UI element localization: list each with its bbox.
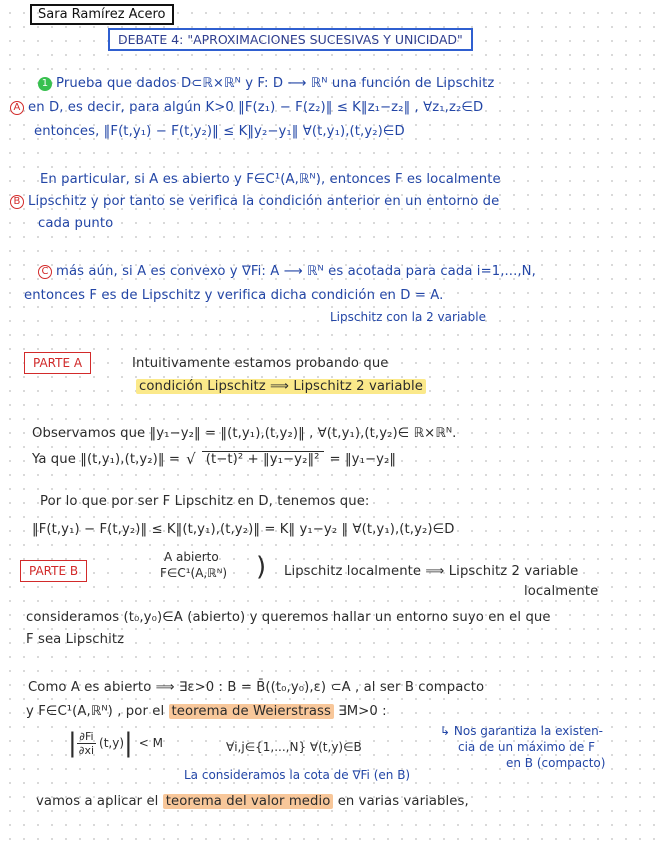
mvt-highlight: teorema del valor medio bbox=[163, 794, 334, 809]
statement-a-text-1: Prueba que dados D⊂ℝ×ℝᴺ y F: D ⟶ ℝᴺ una función de Lipschitz bbox=[56, 76, 495, 91]
parte-a-obs-4: ‖F(t,y₁) − F(t,y₂)‖ ≤ K‖(t,y₁),(t,y₂)‖ = K‖ y₁−y₂ ‖ ∀(t,y₁),(t,y₂)∈D bbox=[32, 522, 455, 537]
statement-c-text-1: más aún, si A es convexo y ∇Fi: A ⟶ ℝᴺ es acotada para cada i=1,...,N, bbox=[56, 264, 536, 279]
note-line-3: en B (compacto) bbox=[506, 756, 606, 770]
derivative-bound bbox=[68, 726, 163, 760]
parte-a-intro: Intuitivamente estamos probando que bbox=[132, 356, 389, 371]
statement-a-line-2 bbox=[10, 100, 483, 115]
statement-c-line-1 bbox=[38, 264, 536, 279]
parte-a-obs-2-pre: Ya que ‖(t,y₁),(t,y₂)‖ = bbox=[32, 451, 181, 467]
note-line-2: cia de un máximo de F bbox=[458, 740, 595, 754]
author-name: Sara Ramírez Acero bbox=[30, 4, 174, 25]
statement-a-line-3: entonces, ‖F(t,y₁) − F(t,y₂)‖ ≤ K‖y₂−y₁‖ ∀(t,y₁),(t,y₂)∈D bbox=[34, 124, 405, 139]
parte-b-p5-pre: vamos a aplicar el bbox=[36, 794, 159, 809]
statement-b-line-3: cada punto bbox=[38, 216, 114, 231]
parte-b-p1: consideramos (t₀,y₀)∈A (abierto) y queremos hallar un entorno suyo en el que bbox=[26, 610, 551, 625]
abs-bar-right: | bbox=[124, 728, 133, 758]
sqrt-sign: √ bbox=[186, 450, 196, 468]
statement-c-note: Lipschitz con la 2 variable bbox=[330, 310, 486, 324]
parte-b-p3: Como A es abierto ⟹ ∃ε>0 : B = B̄((t₀,y₀),ε) ⊂A , al ser B compacto bbox=[28, 680, 485, 695]
deriv-denominator: ∂xi bbox=[78, 743, 95, 757]
parte-b-p4-pre: y F∈C¹(A,ℝᴺ) , por el bbox=[26, 704, 165, 719]
parte-b-label: PARTE B bbox=[20, 560, 87, 582]
deriv-numerator: ∂Fi bbox=[77, 730, 96, 744]
parte-a-label: PARTE A bbox=[24, 352, 91, 374]
statement-b-line-1: En particular, si A es abierto y F∈C¹(A,ℝᴺ), entonces F es localmente bbox=[40, 172, 501, 187]
parte-b-hyp-1: A abierto bbox=[164, 550, 219, 564]
statement-b-line-2 bbox=[10, 194, 499, 209]
note-line-1: ↳ Nos garantiza la existen- bbox=[440, 724, 604, 738]
deriv-args: (t,y) bbox=[99, 736, 125, 750]
parte-b-p2: F sea Lipschitz bbox=[26, 632, 125, 647]
abs-bar-left: | bbox=[68, 728, 77, 758]
parte-b-hyp-2: F∈C¹(A,ℝᴺ) bbox=[160, 566, 228, 580]
deriv-bound-m: < M bbox=[138, 736, 164, 750]
statement-a-text-2: en D, es decir, para algún K>0 ‖F(z₁) − F(z₂)‖ ≤ K‖z₁−z₂‖ , ∀z₁,z₂∈D bbox=[28, 100, 484, 115]
parte-a-obs-2-post: = ‖y₁−y₂‖ bbox=[329, 451, 397, 467]
parte-a-obs-2 bbox=[32, 450, 396, 468]
parte-a-obs-1: Observamos que ‖y₁−y₂‖ = ‖(t,y₁),(t,y₂)‖ , ∀(t,y₁),(t,y₂)∈ ℝ×ℝᴺ. bbox=[32, 426, 457, 441]
parte-b-p5-post: en varias variables, bbox=[337, 794, 469, 809]
weierstrass-highlight: teorema de Weierstrass bbox=[169, 704, 334, 719]
parte-a-claim: condición Lipschitz ⟹ Lipschitz 2 variable bbox=[136, 379, 426, 394]
partial-derivative bbox=[77, 730, 96, 757]
parte-b-p4-post: ∃M>0 : bbox=[338, 704, 387, 719]
statement-a-line-1 bbox=[38, 76, 494, 91]
parte-a-claim-wrap bbox=[136, 379, 426, 394]
marker-b-badge: B bbox=[10, 195, 24, 209]
parte-b-p5 bbox=[36, 794, 469, 809]
brace-icon: ) bbox=[256, 552, 267, 582]
deriv-note: La consideramos la cota de ∇Fi (en B) bbox=[184, 768, 411, 782]
deriv-quantifiers: ∀i,j∈{1,...,N} ∀(t,y)∈B bbox=[226, 740, 362, 754]
parte-a-obs-3: Por lo que por ser F Lipschitz en D, tenemos que: bbox=[40, 494, 370, 509]
marker-a-badge: A bbox=[10, 101, 24, 115]
parte-a-obs-2-sqrt: (t−t)² + ‖y₁−y₂‖² bbox=[202, 451, 324, 467]
parte-b-conclusion-2: localmente bbox=[524, 584, 599, 599]
parte-b-p4 bbox=[26, 704, 387, 719]
parte-b-conclusion: Lipschitz localmente ⟹ Lipschitz 2 variable bbox=[284, 564, 579, 579]
page-title: DEBATE 4: "APROXIMACIONES SUCESIVAS Y UNICIDAD" bbox=[108, 28, 473, 51]
statement-b-text-2: Lipschitz y por tanto se verifica la condición anterior en un entorno de bbox=[28, 194, 500, 209]
intro-number-badge: 1 bbox=[38, 77, 52, 91]
statement-c-line-2: entonces F es de Lipschitz y verifica dicha condición en D = A. bbox=[24, 288, 444, 303]
marker-c-badge: C bbox=[38, 265, 52, 279]
